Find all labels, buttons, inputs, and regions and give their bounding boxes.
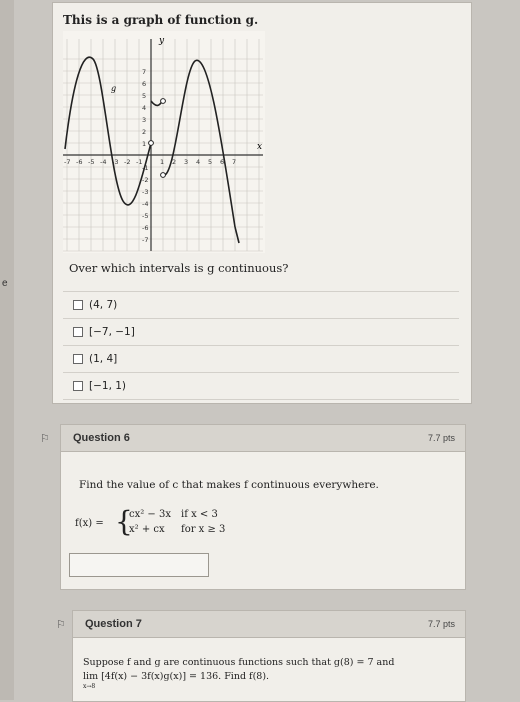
x-tick-label: 1 bbox=[160, 158, 165, 166]
q7-prompt-line1: Suppose f and g are continuous functions such that g(8) = 7 and bbox=[83, 657, 395, 668]
option-1[interactable] bbox=[63, 291, 459, 318]
q6-header bbox=[61, 425, 465, 452]
x-tick-label: -1 bbox=[136, 158, 143, 166]
brace: { bbox=[115, 505, 133, 538]
y-tick-label: 6 bbox=[142, 80, 147, 88]
y-tick-label: 2 bbox=[142, 128, 147, 136]
x-tick-label: -4 bbox=[100, 158, 107, 166]
checkbox[interactable] bbox=[73, 300, 83, 310]
flag-icon[interactable]: ⚐ bbox=[56, 618, 66, 631]
y-tick-label: 1 bbox=[142, 140, 147, 148]
question7-card bbox=[72, 610, 466, 702]
q7-limit-sub: x→8 bbox=[83, 683, 96, 690]
x-tick-label: 6 bbox=[220, 158, 225, 166]
y-tick-label: -5 bbox=[142, 212, 149, 220]
option-label: [−1, 1) bbox=[89, 380, 127, 392]
option-label: (4, 7) bbox=[89, 299, 118, 311]
x-tick-label: 7 bbox=[232, 158, 237, 166]
option-3[interactable] bbox=[63, 345, 459, 372]
function-label: g bbox=[111, 84, 117, 93]
y-axis-label: y bbox=[159, 36, 165, 46]
y-tick-label: 5 bbox=[142, 92, 147, 100]
y-tick-label: 4 bbox=[142, 104, 147, 112]
piece-2: x² + cx bbox=[129, 524, 165, 535]
x-tick-label: -3 bbox=[112, 158, 119, 166]
checkbox[interactable] bbox=[73, 354, 83, 364]
piecewise-function bbox=[75, 507, 275, 541]
left-edge bbox=[0, 0, 14, 700]
x-tick-label: 3 bbox=[184, 158, 189, 166]
open-point bbox=[161, 173, 166, 178]
q7-header bbox=[73, 611, 465, 638]
y-tick-label: -2 bbox=[142, 176, 149, 184]
piece-1: cx² − 3x bbox=[129, 509, 171, 520]
open-point bbox=[149, 141, 154, 146]
y-tick-label: -7 bbox=[142, 236, 149, 244]
x-tick-label: -7 bbox=[64, 158, 71, 166]
q6-prompt: Find the value of c that makes f continuous everywhere. bbox=[79, 479, 379, 491]
x-tick-label: -6 bbox=[76, 158, 83, 166]
q6-title: Question 6 bbox=[73, 432, 130, 444]
question6-card bbox=[60, 424, 466, 590]
q7-title: Question 7 bbox=[85, 618, 142, 630]
q7-prompt-line2: lim [4f(x) − 3f(x)g(x)] = 136. Find f(8). bbox=[83, 671, 270, 682]
x-tick-label: 2 bbox=[172, 158, 177, 166]
option-4[interactable] bbox=[63, 372, 459, 400]
function-graph bbox=[63, 31, 265, 253]
options-list bbox=[63, 291, 459, 400]
condition-2: for x ≥ 3 bbox=[181, 524, 226, 535]
edge-mark: e bbox=[2, 278, 8, 289]
q6-points: 7.7 pts bbox=[427, 433, 455, 443]
q7-points: 7.7 pts bbox=[427, 619, 455, 629]
question5-card bbox=[52, 2, 472, 404]
x-tick-label: 4 bbox=[196, 158, 201, 166]
q5-prompt: Over which intervals is g continuous? bbox=[69, 261, 289, 275]
x-tick-label: 5 bbox=[208, 158, 213, 166]
x-axis-label: x bbox=[257, 142, 263, 152]
x-tick-label: -5 bbox=[88, 158, 95, 166]
q5-intro: This is a graph of function g. bbox=[63, 13, 259, 27]
option-label: (1, 4] bbox=[89, 353, 118, 365]
y-tick-label: 7 bbox=[142, 68, 147, 76]
checkbox[interactable] bbox=[73, 327, 83, 337]
y-tick-label: -1 bbox=[142, 164, 149, 172]
answer-input[interactable] bbox=[69, 553, 209, 577]
y-tick-label: -4 bbox=[142, 200, 149, 208]
open-point bbox=[161, 99, 166, 104]
y-tick-label: 3 bbox=[142, 116, 147, 124]
checkbox[interactable] bbox=[73, 381, 83, 391]
flag-icon[interactable]: ⚐ bbox=[40, 432, 50, 445]
x-tick-label: -2 bbox=[124, 158, 131, 166]
fx-label: f(x) = bbox=[75, 518, 104, 529]
option-2[interactable] bbox=[63, 318, 459, 345]
y-tick-label: -6 bbox=[142, 224, 149, 232]
condition-1: if x < 3 bbox=[181, 509, 218, 520]
y-tick-label: -3 bbox=[142, 188, 149, 196]
option-label: [−7, −1] bbox=[89, 326, 135, 338]
